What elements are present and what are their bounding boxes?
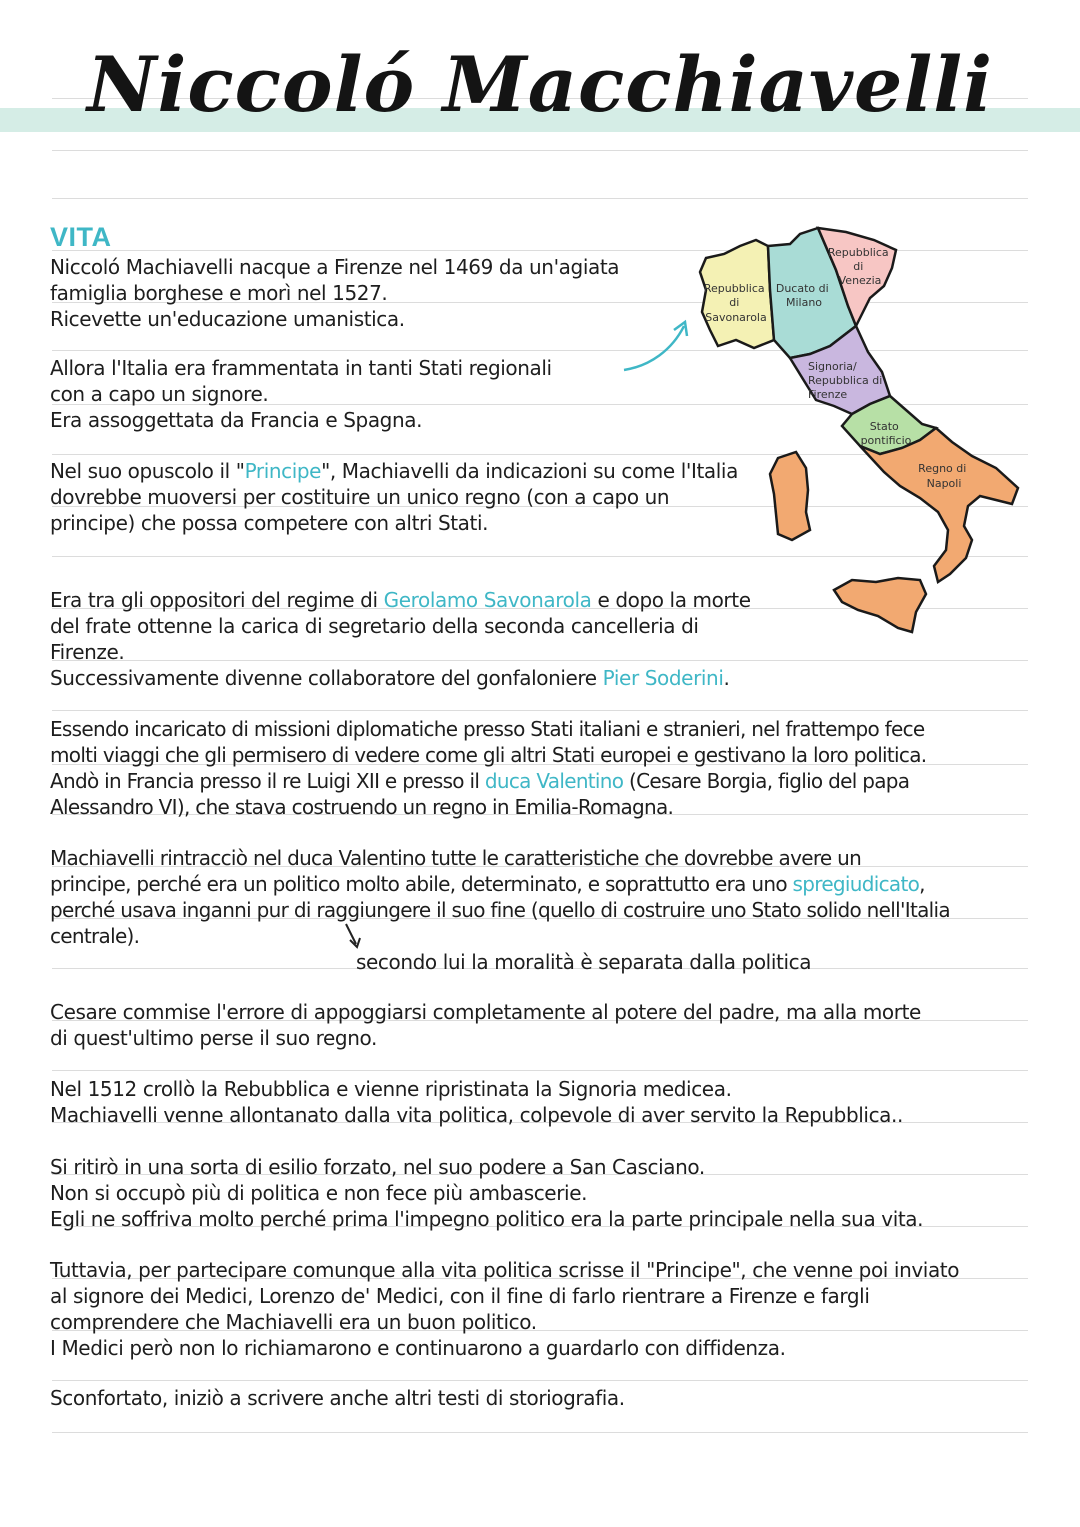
highlight-valentino: duca Valentino: [484, 769, 624, 793]
text-line: Alessandro VI), che stava costruendo un regno in Emilia-Romagna.: [50, 795, 674, 819]
text-line: Cesare commise l'errore di appoggiarsi completamente al potere del padre, ma alla morte: [50, 1000, 921, 1024]
text-line: dovrebbe muoversi per costituire un unico regno (con a capo un: [50, 485, 670, 509]
text-line: [50, 768, 926, 794]
text-fragment: ", Machiavelli da indicazioni su come l'Italia: [321, 459, 738, 483]
text-fragment: Successivamente divenne collaboratore del gonfaloniere: [50, 666, 603, 690]
text-fragment: e dopo la morte: [591, 588, 751, 612]
paragraph-italy-fragmented: [50, 355, 552, 433]
text-line: Sconfortato, iniziò a scrivere anche altri testi di storiografia.: [50, 1386, 625, 1410]
text-line: [50, 665, 751, 691]
paragraph-principe-medici: [50, 1257, 959, 1361]
text-line: comprendere che Machiavelli era un buon politico.: [50, 1310, 537, 1334]
text-line: Egli ne soffriva molto perché prima l'impegno politico era la parte principale nella sua vita.: [50, 1207, 924, 1231]
text-line: famiglia borghese e morì nel 1527.: [50, 281, 388, 305]
label-venezia: Repubblica di Venezia: [827, 246, 889, 287]
label-firenze: Signoria/ Repubblica di Firenze: [808, 360, 883, 401]
highlight-savonarola: Gerolamo Savonarola: [383, 588, 592, 612]
text-fragment: (Cesare Borgia, figlio del papa: [623, 769, 910, 793]
paragraph-1512: [50, 1076, 903, 1128]
ruled-line: [52, 198, 1028, 199]
section-heading: VITA: [50, 222, 112, 252]
paragraph-exile: [50, 1154, 923, 1232]
text-line: Era assoggettata da Francia e Spagna.: [50, 408, 423, 432]
text-line: di quest'ultimo perse il suo regno.: [50, 1026, 377, 1050]
text-line: del frate ottenne la carica di segretario della seconda cancelleria di: [50, 614, 699, 638]
text-fragment: Nel suo opuscolo il ": [50, 459, 245, 483]
text-line: Allora l'Italia era frammentata in tanti Stati regionali: [50, 356, 552, 380]
text-line: I Medici però non lo richiamarono e continuarono a guardarlo con diffidenza.: [50, 1336, 786, 1360]
label-pontificio: Stato pontificio: [860, 420, 912, 447]
paragraph-valentino-traits: [50, 845, 950, 949]
island-sardinia: [770, 452, 810, 540]
text-line: centrale).: [50, 924, 140, 948]
text-fragment: ,: [919, 872, 925, 896]
paragraph-diplomatic-missions: [50, 716, 926, 820]
text-line: perché usava inganni pur di raggiungere il suo fine (quello di costruire uno Stato solido nell'Italia: [50, 898, 950, 922]
ruled-line: [52, 1432, 1028, 1433]
text-line: Non si occupò più di politica e non fece più ambascerie.: [50, 1181, 588, 1205]
text-line: Essendo incaricato di missioni diplomatiche presso Stati italiani e stranieri, nel frattempo fece: [50, 717, 925, 741]
text-fragment: principe, perché era un politico molto abile, determinato, e soprattutto era uno: [50, 872, 793, 896]
text-line: Nel 1512 crollò la Rebubblica e vienne ripristinata la Signoria medicea.: [50, 1077, 732, 1101]
page-title: Niccoló Macchiavelli: [86, 40, 994, 129]
text-line: Niccoló Machiavelli nacque a Firenze nel 1469 da un'agiata: [50, 255, 620, 279]
label-milano: Ducato di Milano: [775, 282, 829, 309]
paragraph-historiography: [50, 1385, 625, 1411]
highlight-principe: Principe: [244, 459, 322, 483]
label-napoli: Regno di Napoli: [918, 462, 967, 490]
text-fragment: Era tra gli oppositori del regime di: [50, 588, 384, 612]
text-line: principe) che possa competere con altri Stati.: [50, 511, 489, 535]
paragraph-birth: [50, 254, 619, 332]
map-pointer-arrow-icon: [624, 326, 684, 370]
ruled-line: [52, 1070, 1028, 1071]
highlight-soderini: Pier Soderini: [602, 666, 724, 690]
text-line: molti viaggi che gli permisero di vedere come gli altri Stati europei e gestivano la loro politica.: [50, 743, 927, 767]
text-line: Tuttavia, per partecipare comunque alla vita politica scrisse il "Principe", che venne poi inviato: [50, 1258, 960, 1282]
text-line: Firenze.: [50, 640, 125, 664]
moral-note: secondo lui la moralità è separata dalla politica: [356, 950, 812, 974]
ruled-line: [52, 1380, 1028, 1381]
ruled-line: [52, 150, 1028, 151]
text-line: con a capo un signore.: [50, 382, 269, 406]
highlight-spregiudicato: spregiudicato: [792, 872, 920, 896]
ruled-line: [52, 710, 1028, 711]
island-sicily: [834, 578, 926, 632]
text-line: [50, 871, 950, 897]
italy-map: [620, 226, 1040, 646]
text-line: Machiavelli rintracciò nel duca Valentino tutte le caratteristiche che dovrebbe avere un: [50, 846, 862, 870]
paragraph-cesare-error: [50, 999, 921, 1051]
text-line: al signore dei Medici, Lorenzo de' Medici, con il fine di farlo rientrare a Firenze e fargli: [50, 1284, 870, 1308]
text-fragment: .: [723, 666, 730, 690]
text-fragment: Andò in Francia presso il re Luigi XII e presso il: [50, 769, 485, 793]
text-line: Machiavelli venne allontanato dalla vita politica, colpevole di aver servito la Repubblica..: [50, 1103, 903, 1127]
label-savonarola: Repubblica di Savonarola: [703, 282, 767, 324]
text-line: Ricevette un'educazione umanistica.: [50, 307, 405, 331]
text-line: Si ritirò in una sorta di esilio forzato, nel suo podere a San Casciano.: [50, 1155, 705, 1179]
